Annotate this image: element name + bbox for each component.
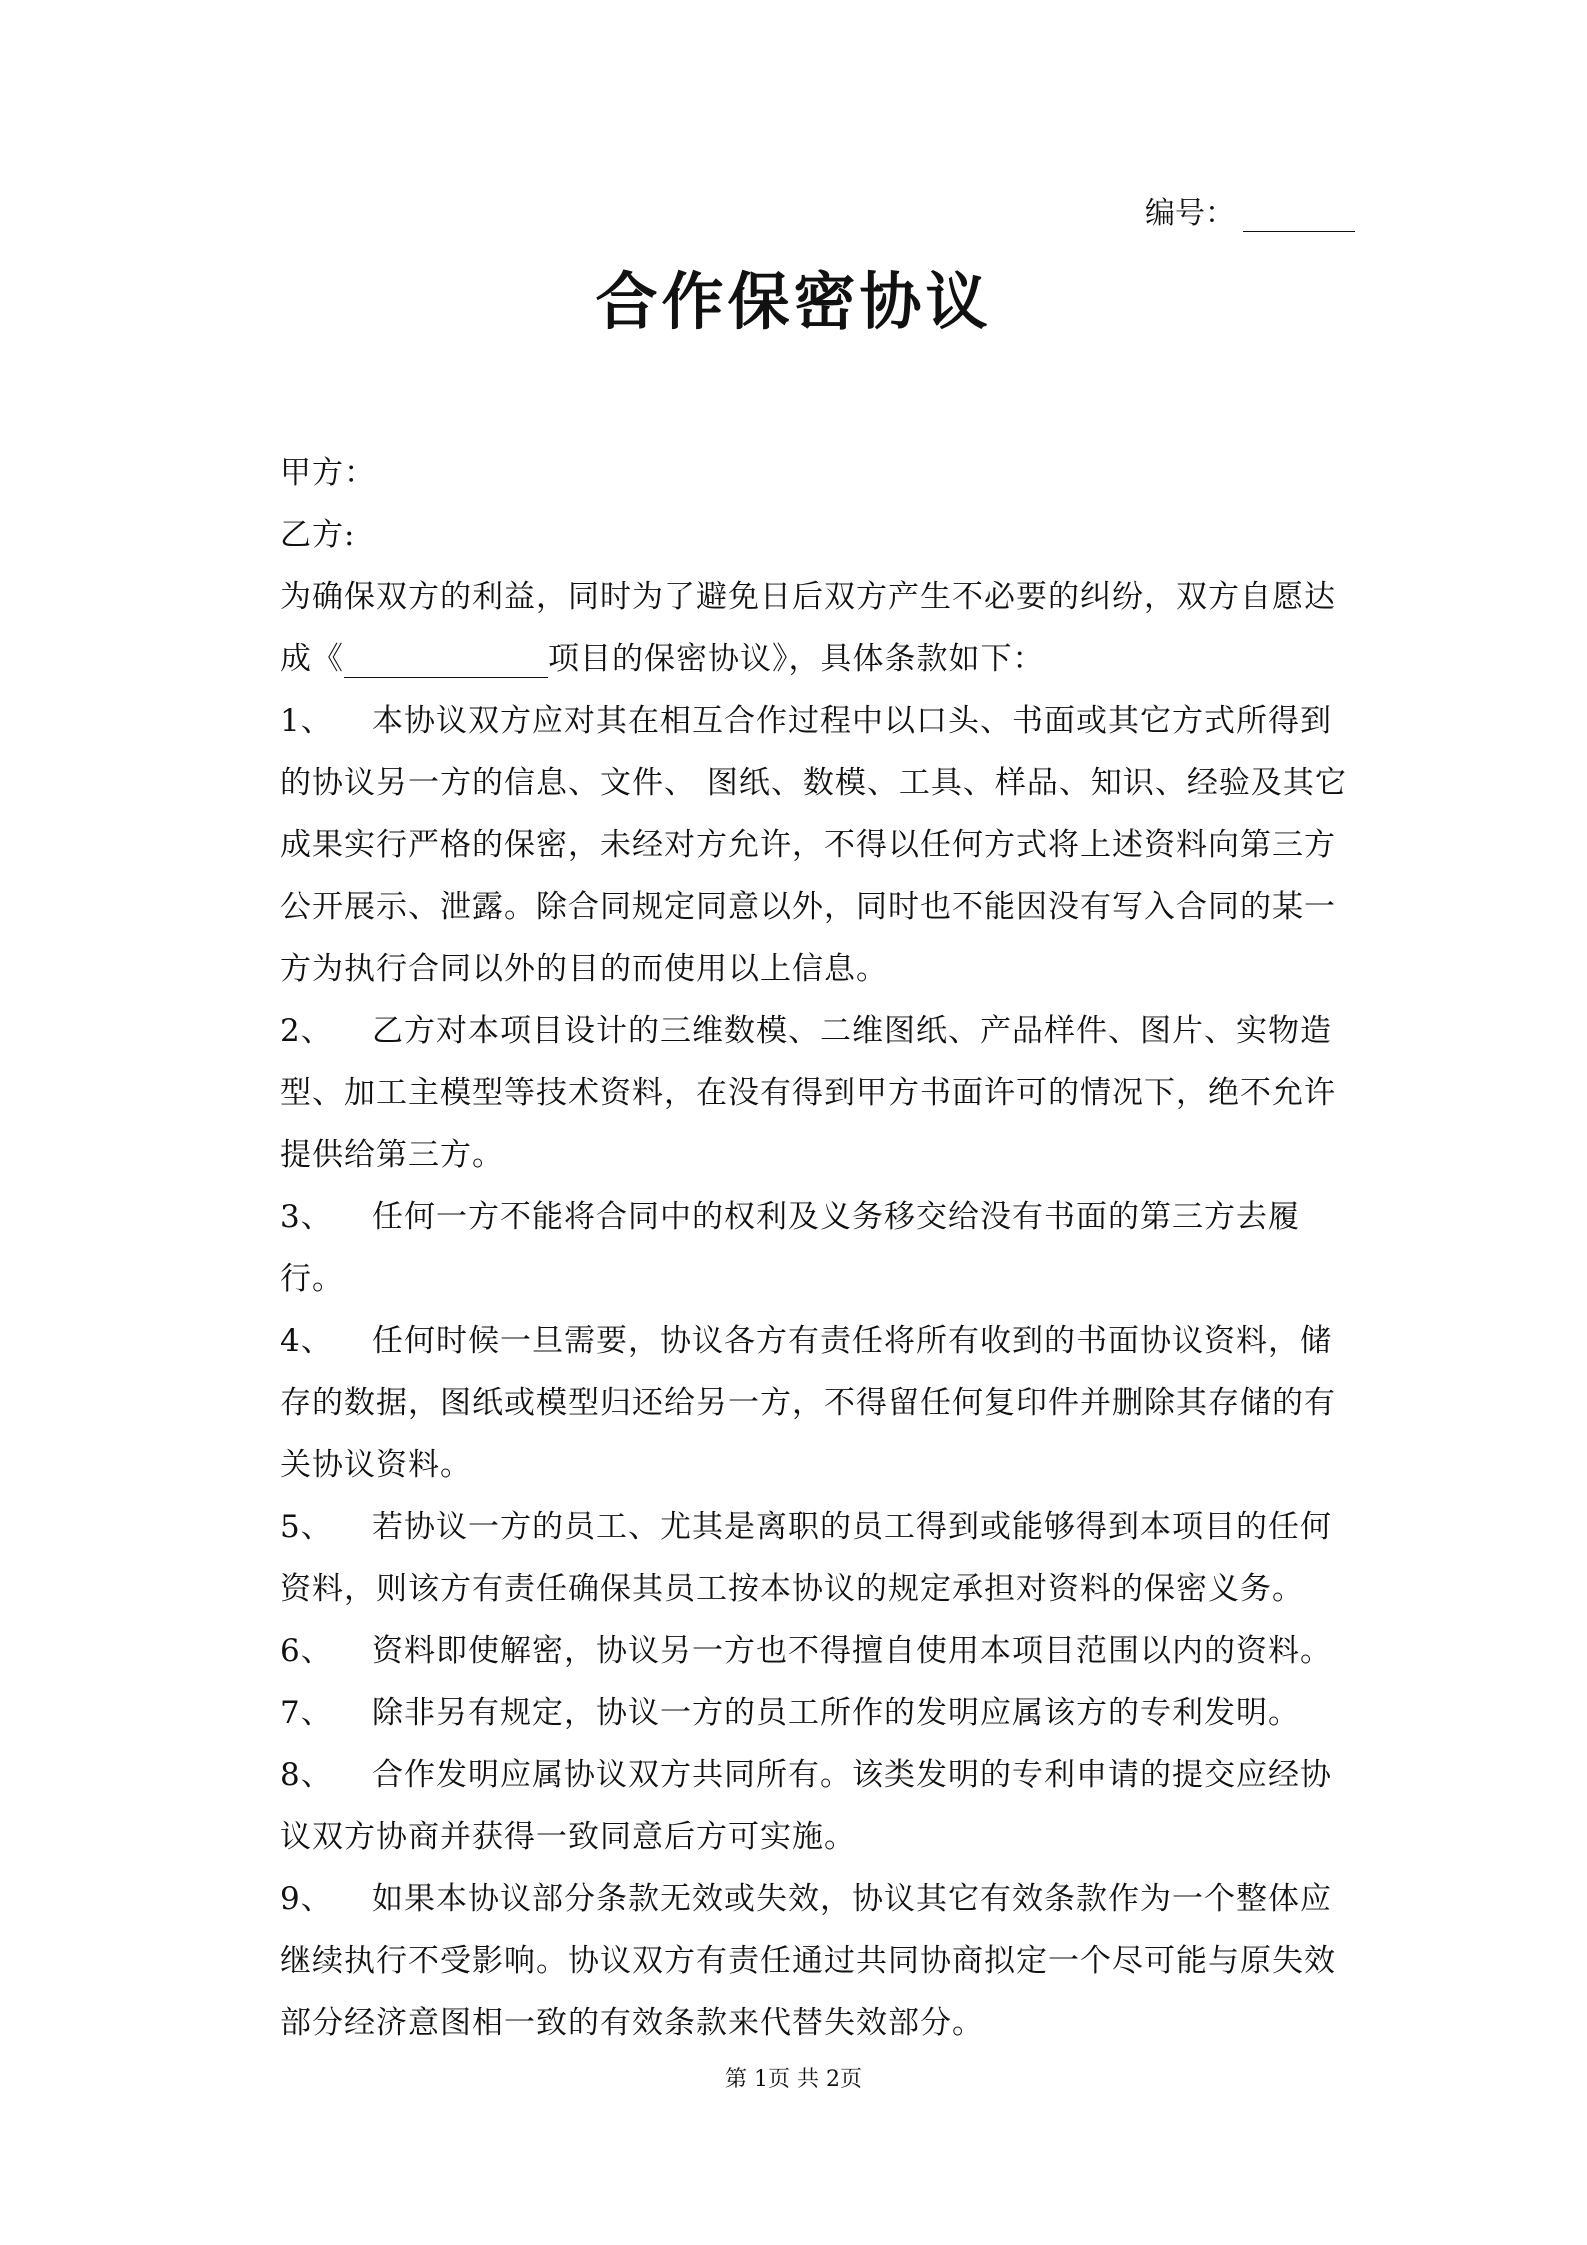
clause-number: 2、 [280,1013,333,1049]
clause-text: 合作发明应属协议双方共同所有。该类发明的专利申请的提交应经协 [372,1757,1332,1793]
clause-1-line-5 [280,943,888,988]
clause-number: 5、 [280,1509,333,1545]
clause-4-line-3 [280,1439,472,1484]
clause-5-line-1 [280,1501,1332,1546]
clause-text: 方为执行合同以外的目的而使用以上信息。 [280,951,888,987]
clause-5-line-2 [280,1563,1304,1608]
clause-number: 3、 [280,1199,333,1235]
clause-text: 行。 [280,1261,344,1297]
clause-2-line-1 [280,1005,1332,1050]
clause-text: 本协议双方应对其在相互合作过程中以口头、书面或其它方式所得到 [372,703,1332,739]
intro-prefix: 成《 [280,641,344,677]
clause-number: 6、 [280,1633,333,1669]
clause-text: 任何一方不能将合同中的权利及义务移交给没有书面的第三方去履 [372,1199,1300,1235]
intro-line-1: 为确保双方的利益，同时为了避免日后双方产生不必要的纠纷，双方自愿达 [280,579,1336,615]
document-number-blank [1243,201,1355,232]
clause-text: 若协议一方的员工、尤其是离职的员工得到或能够得到本项目的任何 [372,1509,1332,1545]
clause-text: 部分经济意图相一致的有效条款来代替失效部分。 [280,2005,984,2041]
clause-text: 型、加工主模型等技术资料，在没有得到甲方书面许可的情况下，绝不允许 [280,1075,1336,1111]
clause-1-line-2 [280,757,1347,802]
clause-text: 提供给第三方。 [280,1137,504,1173]
clause-text: 任何时候一旦需要，协议各方有责任将所有收到的书面协议资料，储 [372,1323,1332,1359]
clause-text: 资料即使解密，协议另一方也不得擅自使用本项目范围以内的资料。 [372,1633,1332,1669]
party-a-label: 甲方： [280,455,376,491]
page-footer: 第 1页 共 2页 [725,2067,862,2092]
clause-1-line-4 [280,881,1336,926]
clause-8-line-1 [280,1749,1332,1794]
project-name-blank [344,645,548,678]
document-number-label: 编号： [1145,196,1235,231]
clause-text: 关协议资料。 [280,1447,472,1483]
clause-1-line-1 [280,695,1332,740]
clause-2-line-3 [280,1129,504,1174]
party-b-label: 乙方: [280,517,356,553]
clause-text: 议双方协商并获得一致同意后方可实施。 [280,1819,856,1855]
clause-3-line-1 [280,1191,1300,1236]
clause-9-line-2 [280,1935,1336,1980]
clause-number: 7、 [280,1695,333,1731]
clause-text: 公开展示、泄露。除合同规定同意以外，同时也不能因没有写入合同的某一 [280,889,1336,925]
clause-text: 继续执行不受影响。协议双方有责任通过共同协商拟定一个尽可能与原失效 [280,1943,1336,1979]
clause-text: 的协议另一方的信息、文件、 图纸、数模、工具、样品、知识、经验及其它 [280,765,1347,801]
document-title: 合作保密协议 [595,265,992,338]
clause-2-line-2 [280,1067,1336,1112]
clause-3-line-2 [280,1253,344,1298]
clause-1-line-3 [280,819,1336,864]
intro-line-2 [280,633,1045,678]
clause-number: 1、 [280,703,333,739]
clause-8-line-2 [280,1811,856,1856]
clause-7-line-1 [280,1687,1300,1732]
clause-text: 存的数据，图纸或模型归还给另一方，不得留任何复印件并删除其存储的有 [280,1385,1336,1421]
clause-text: 除非另有规定，协议一方的员工所作的发明应属该方的专利发明。 [372,1695,1300,1731]
document-number [1145,188,1355,232]
clause-text: 成果实行严格的保密，未经对方允许，不得以任何方式将上述资料向第三方 [280,827,1336,863]
clause-9-line-3 [280,1997,984,2042]
clause-text: 如果本协议部分条款无效或失效，协议其它有效条款作为一个整体应 [372,1881,1332,1917]
clause-6-line-1 [280,1625,1332,1670]
clause-9-line-1 [280,1873,1332,1918]
clause-text: 乙方对本项目设计的三维数模、二维图纸、产品样件、图片、实物造 [372,1013,1332,1049]
clause-text: 资料，则该方有责任确保其员工按本协议的规定承担对资料的保密义务。 [280,1571,1304,1607]
clause-number: 4、 [280,1323,333,1359]
clause-4-line-2 [280,1377,1336,1422]
clause-4-line-1 [280,1315,1332,1360]
clause-number: 8、 [280,1757,333,1793]
clause-number: 9、 [280,1881,333,1917]
intro-suffix: 项目的保密协议》，具体条款如下： [548,641,1045,677]
